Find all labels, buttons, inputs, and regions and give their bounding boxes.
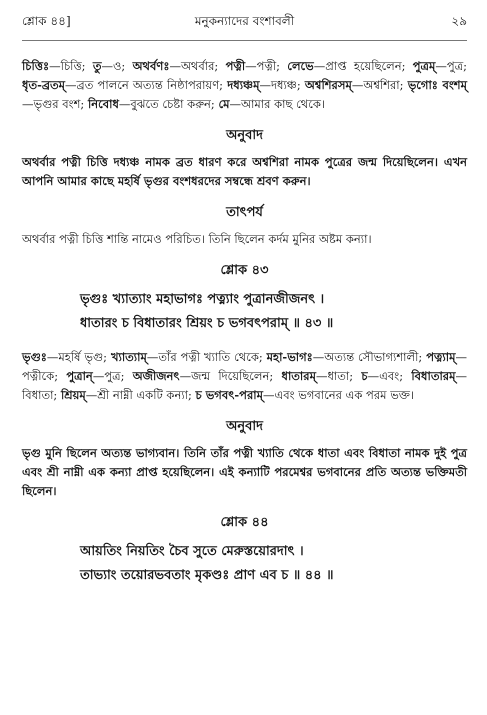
translation-top-text: অথর্বার পত্নী চিত্তি দধ্যঞ্চ নামক ব্রত ধারণ করে অশ্বশিরা নামক পুত্রের জন্ম দিয়েছিলেন। এখন আপনি আমার কাছে মহর্ষি ভৃগুর বংশধরদের সম্বন্ধে শ্রবণ করুন। bbox=[22, 155, 467, 188]
synonyms-43-text bbox=[22, 348, 467, 405]
synonym-meaning: —চিত্তি; bbox=[49, 59, 93, 73]
synonym-word: ধাতারম্ bbox=[281, 369, 316, 383]
synonym-word: বিধাতারম্ bbox=[411, 369, 456, 383]
synonym-meaning: —অশ্বশিরা; bbox=[351, 78, 408, 92]
synonyms-top bbox=[22, 57, 467, 114]
synonym-meaning: —অথর্বার; bbox=[169, 59, 226, 73]
synonym-word: অশ্বশিরসম্ bbox=[304, 78, 352, 92]
synonym-meaning: —পত্নী; bbox=[245, 59, 288, 73]
synonym-meaning: —এবং; bbox=[367, 369, 412, 383]
header-chapter-title: মনুকন্যাদের বংশাবলী bbox=[194, 14, 295, 28]
synonym-meaning: —মহর্ষি ভৃগু; bbox=[46, 350, 111, 364]
translation-43 bbox=[22, 417, 467, 501]
synonym-meaning: —পত্নীকে; bbox=[22, 350, 467, 383]
verse-44 bbox=[22, 513, 467, 588]
header-verse-ref: শ্লোক ৪৪] bbox=[22, 14, 71, 28]
synonym-word: মহা-ভাগঃ bbox=[266, 350, 313, 364]
synonym-word: লেভে bbox=[287, 59, 314, 73]
synonym-word: মে bbox=[218, 97, 230, 111]
translation-top-heading: অনুবাদ bbox=[226, 128, 263, 143]
synonym-meaning: —তাঁর পত্নী খ্যাতি থেকে; bbox=[146, 350, 267, 364]
synonym-meaning: —বুঝতে চেষ্টা করুন; bbox=[118, 97, 219, 111]
synonym-meaning: —এবং ভগবানের এক পরম ভক্ত। bbox=[263, 388, 415, 402]
synonym-meaning: —শ্রী নাম্নী একটি কন্যা; bbox=[85, 388, 196, 402]
verse-43-line-1: ভৃগুঃ খ্যাত্যাং মহাভাগঃ পত্ন্যাং পুত্রানজীজনৎ । bbox=[80, 292, 325, 307]
synonym-word: পত্ন্যাম্ bbox=[426, 350, 456, 364]
synonym-word: অজীজনৎ bbox=[132, 369, 180, 383]
synonyms-top-text bbox=[22, 57, 467, 114]
synonym-word: দধ্যঞ্চম্ bbox=[227, 78, 260, 92]
synonym-word: চ bbox=[361, 369, 368, 383]
synonym-word: ভৃগুঃ bbox=[22, 350, 47, 364]
synonym-word: ধৃত-ব্রতম্ bbox=[22, 78, 66, 92]
verse-43 bbox=[22, 261, 467, 336]
verse-44-line-2: তাভ্যাং তয়োরভবতাং মৃকণ্ডঃ প্রাণ এব চ ॥ ৪৪ ॥ bbox=[80, 568, 334, 583]
synonym-word: পুত্রান্ bbox=[66, 369, 93, 383]
verse-43-heading: শ্লোক ৪৩ bbox=[220, 263, 269, 278]
purport bbox=[22, 203, 467, 249]
synonym-meaning: —জন্ম দিয়েছিলেন; bbox=[179, 369, 282, 383]
synonym-meaning: —ব্রত পালনে অত্যন্ত নিষ্ঠাপরায়ণ; bbox=[65, 78, 228, 92]
translation-43-heading: অনুবাদ bbox=[226, 419, 263, 434]
synonym-word: পুত্রম্ bbox=[412, 59, 436, 73]
purport-heading: তাৎপর্য bbox=[226, 205, 263, 220]
purport-text: অথর্বার পত্নী চিত্তি শান্তি নামেও পরিচিত। তিনি ছিলেন কর্দম মুনির অষ্টম কন্যা। bbox=[22, 232, 372, 246]
synonym-meaning: —দধ্যঞ্চ; bbox=[259, 78, 305, 92]
translation-43-text: ভৃগু মুনি ছিলেন অত্যন্ত ভাগ্যবান। তিনি তাঁর পত্নী খ্যাতি থেকে ধাতা এবং বিধাতা নামক দুই পুত্র এবং শ্রী নাম্নী এক কন্যা প্রাপ্ত হয়েছিলেন। এই কন্যাটি পরমেশ্বর ভগবানের প্রতি অত্যন্ত ভক্তিমতী ছিলেন। bbox=[22, 446, 467, 498]
synonym-word: অথর্বণঃ bbox=[132, 59, 170, 73]
synonyms-43 bbox=[22, 348, 467, 405]
synonym-meaning: —প্রাপ্ত হয়েছিলেন; bbox=[313, 59, 413, 73]
page-header bbox=[22, 0, 467, 41]
synonym-word: পত্নী bbox=[225, 59, 246, 73]
synonym-word: শ্রিয়ম্ bbox=[60, 388, 86, 402]
verse-43-text bbox=[22, 288, 467, 336]
synonym-meaning: —পুত্র; bbox=[92, 369, 133, 383]
synonym-meaning: —ও; bbox=[101, 59, 133, 73]
synonym-word: চিত্তিঃ bbox=[22, 59, 50, 73]
header-page-number: ২৯ bbox=[451, 14, 467, 28]
synonym-meaning: —পুত্র; bbox=[435, 59, 468, 73]
synonym-meaning: —আমার কাছ থেকে। bbox=[229, 97, 326, 111]
synonym-meaning: —ভৃগুর বংশ; bbox=[22, 97, 88, 111]
synonym-word: খ্যাত্যাম্ bbox=[110, 350, 147, 364]
verse-44-text bbox=[22, 540, 467, 588]
synonym-word: নিবোধ bbox=[87, 97, 119, 111]
synonym-word: ভৃগোঃ বংশম্ bbox=[407, 78, 467, 92]
verse-43-line-2: ধাতারং চ বিধাতারং শ্রিয়ং চ ভগবৎপরাম্ ॥ ৪৩ ॥ bbox=[80, 316, 334, 331]
verse-44-heading: শ্লোক ৪৪ bbox=[220, 515, 269, 530]
synonym-meaning: —অত্যন্ত সৌভাগ্যশালী; bbox=[312, 350, 427, 364]
synonym-word: চ ভগবৎ-পরাম্ bbox=[195, 388, 264, 402]
verse-44-line-1: আয়তিং নিয়তিং চৈব সুতে মেরুস্তয়োরদাৎ । bbox=[80, 544, 304, 559]
synonym-meaning: —বিধাতা; bbox=[22, 369, 467, 402]
translation-top bbox=[22, 126, 467, 191]
synonym-word: তু bbox=[92, 59, 102, 73]
synonym-meaning: —ধাতা; bbox=[315, 369, 362, 383]
